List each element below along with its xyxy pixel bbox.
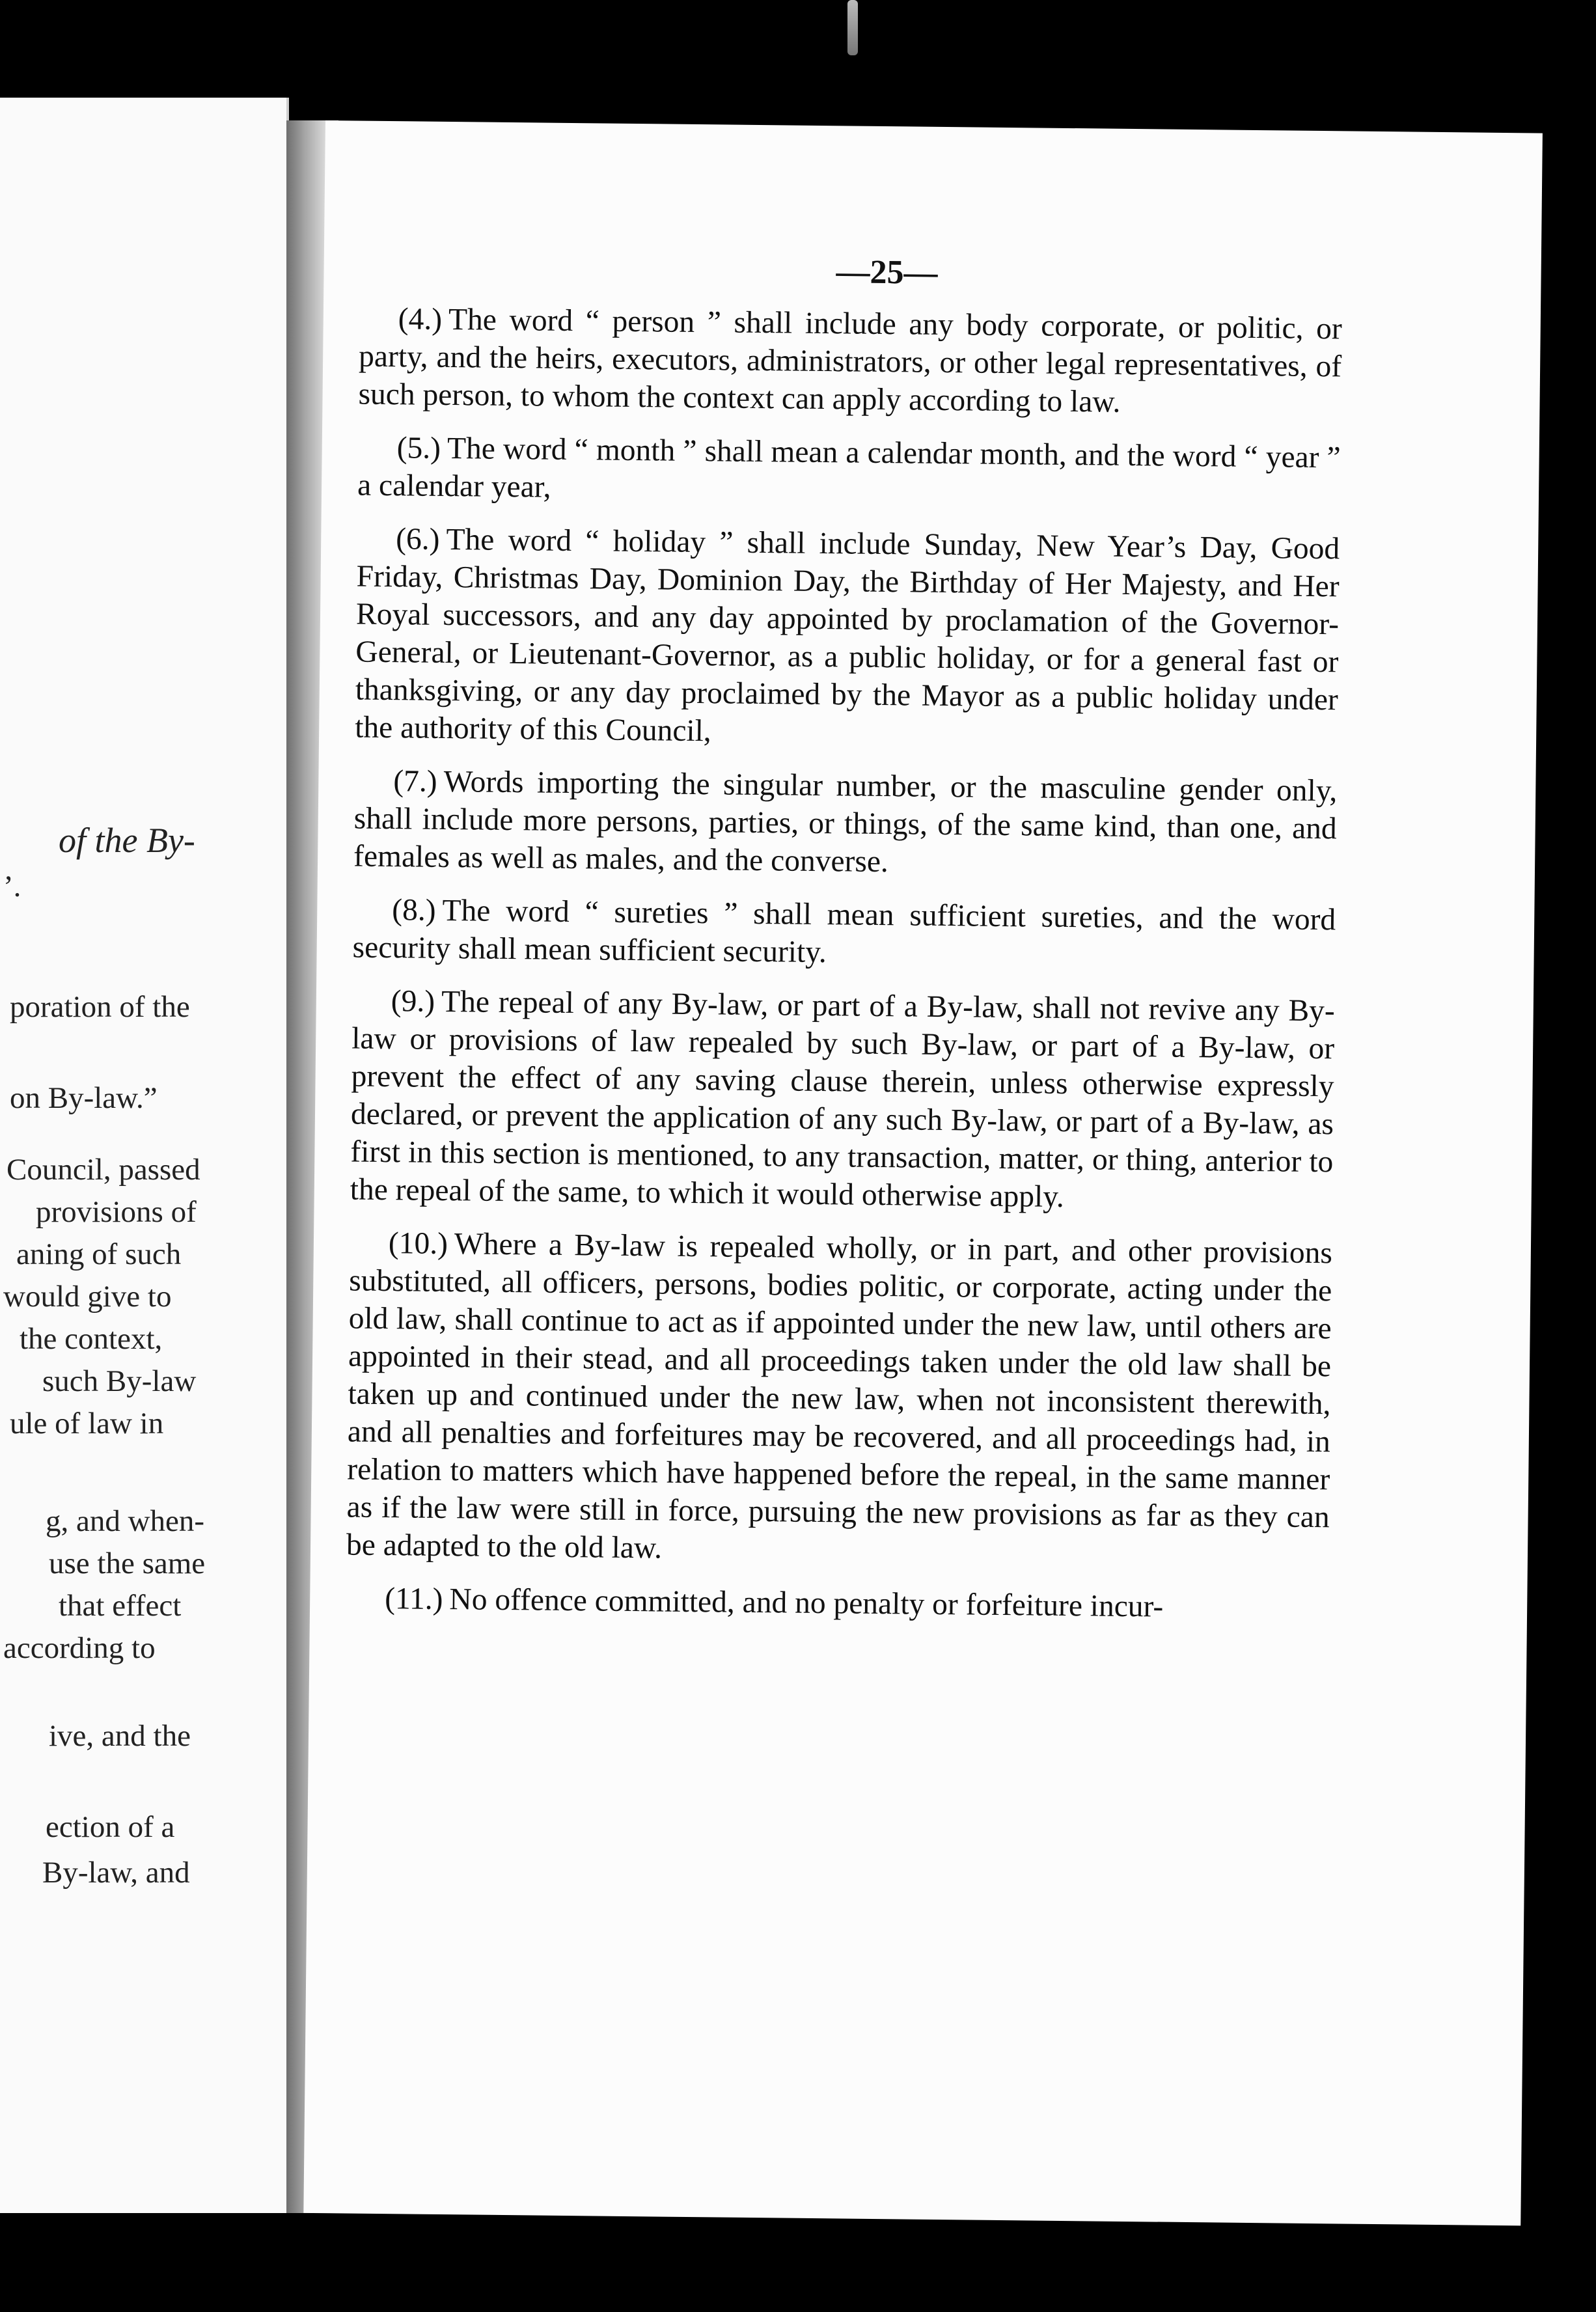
left-page-text: would give to — [3, 1280, 172, 1314]
left-page-text: such By-law — [42, 1364, 197, 1398]
left-page-text: poration of the — [10, 990, 190, 1024]
paragraph-text: The word “ holiday ” shall include Sunday, New Year’s Day, Good Friday, Christmas Day, Dominion Day, the Birthday of Her Majesty, and Her Royal successors, and any day appointed by proclamation of the Governor-General, or Lieutenant-Governor, as a public holiday, or for a general fast or thanksgiving, or any day proclaimed by the Mayor as a public holiday under the authority of this Council, — [354, 522, 1340, 749]
paragraph-8 — [352, 891, 1336, 977]
left-page-text: ule of law in — [10, 1407, 164, 1440]
left-page-text: g, and when- — [46, 1504, 205, 1538]
paragraph-text: Words importing the singular number, or the masculine gender only, shall include more persons, parties, or things, of the same kind, than one, and females as well as males, and the converse. — [353, 764, 1338, 879]
left-page-text: aning of such — [16, 1237, 182, 1271]
left-page-text: the context, — [20, 1322, 163, 1356]
paragraph-number: (11.) — [384, 1582, 443, 1617]
paragraph-11 — [346, 1579, 1329, 1627]
left-page-text: use the same — [49, 1547, 206, 1580]
paragraph-text: The word “ month ” shall mean a calendar month, and the word “ year ” a calendar year, — [357, 431, 1341, 504]
paragraph-text: No offence committed, and no penalty or forfeiture incur- — [449, 1582, 1164, 1624]
paragraph-7 — [353, 762, 1338, 886]
left-page-text: By-law, and — [42, 1856, 190, 1890]
paragraph-number: (9.) — [391, 984, 435, 1019]
page-number: —25— — [836, 253, 938, 292]
left-page-text: provisions of — [36, 1195, 197, 1229]
left-facing-page — [0, 98, 289, 2213]
paragraph-number: (4.) — [398, 302, 443, 337]
left-page-text: ection of a — [46, 1810, 175, 1844]
main-page — [303, 120, 1543, 2225]
left-page-text: of the By- — [59, 821, 195, 860]
paragraph-text: Where a By-law is repealed wholly, or in part, and other provisions substituted, all officers, persons, bodies politic, or corporate, acting under the old law, shall continue to act as if appointed under the new law, until others are appointed in their stead, and all proceedings taken under the old law shall be taken up and continued under the new law, when not inconsistent therewith, and all penalties and forfeitures may be recovered, and all proceedings had, in relation to matters which have happened before the repeal, in the same manner as if the law were still in force, pursuing the new provisions as far as they can be adapted to the old law. — [346, 1227, 1333, 1565]
paragraph-number: (10.) — [388, 1226, 448, 1261]
paragraph-10 — [346, 1224, 1332, 1574]
left-page-text: ive, and the — [49, 1719, 191, 1753]
left-page-text: Council, passed — [7, 1153, 200, 1187]
paragraph-6 — [355, 520, 1340, 757]
paragraph-number: (7.) — [393, 764, 437, 799]
text-column — [346, 300, 1342, 1644]
left-page-text: ’. — [3, 870, 21, 903]
paragraph-text: The word “ sureties ” shall mean sufficient sureties, and the word security shall mean sufficient security. — [352, 893, 1336, 970]
paragraph-number: (5.) — [396, 431, 441, 465]
paragraph-5 — [357, 429, 1341, 515]
paragraph-number: (6.) — [395, 522, 440, 557]
left-page-text: according to — [3, 1631, 156, 1665]
paragraph-9 — [350, 982, 1335, 1219]
left-page-text: that effect — [59, 1589, 182, 1623]
paragraph-text: The word “ person ” shall include any body corporate, or politic, or party, and the heirs, executors, administrators, or other legal representatives, of such person, to whom the context can apply according to law. — [358, 302, 1343, 419]
paragraph-text: The repeal of any By-law, or part of a By-law, shall not revive any By-law or provisions of law repealed by such By-law, or part of a By-law, or prevent the effect of any saving clause therein, unless otherwise expressly declared, or prevent the application of any such By-law, or part of a By-law, as first in this section is mentioned, to any transaction, matter, or thing, anterior to the repeal of the same, to which it would otherwise apply. — [350, 984, 1336, 1214]
paragraph-4 — [358, 300, 1342, 424]
left-page-text: on By-law.” — [10, 1081, 158, 1115]
paragraph-number: (8.) — [392, 893, 436, 928]
scan-artifact — [847, 0, 858, 55]
